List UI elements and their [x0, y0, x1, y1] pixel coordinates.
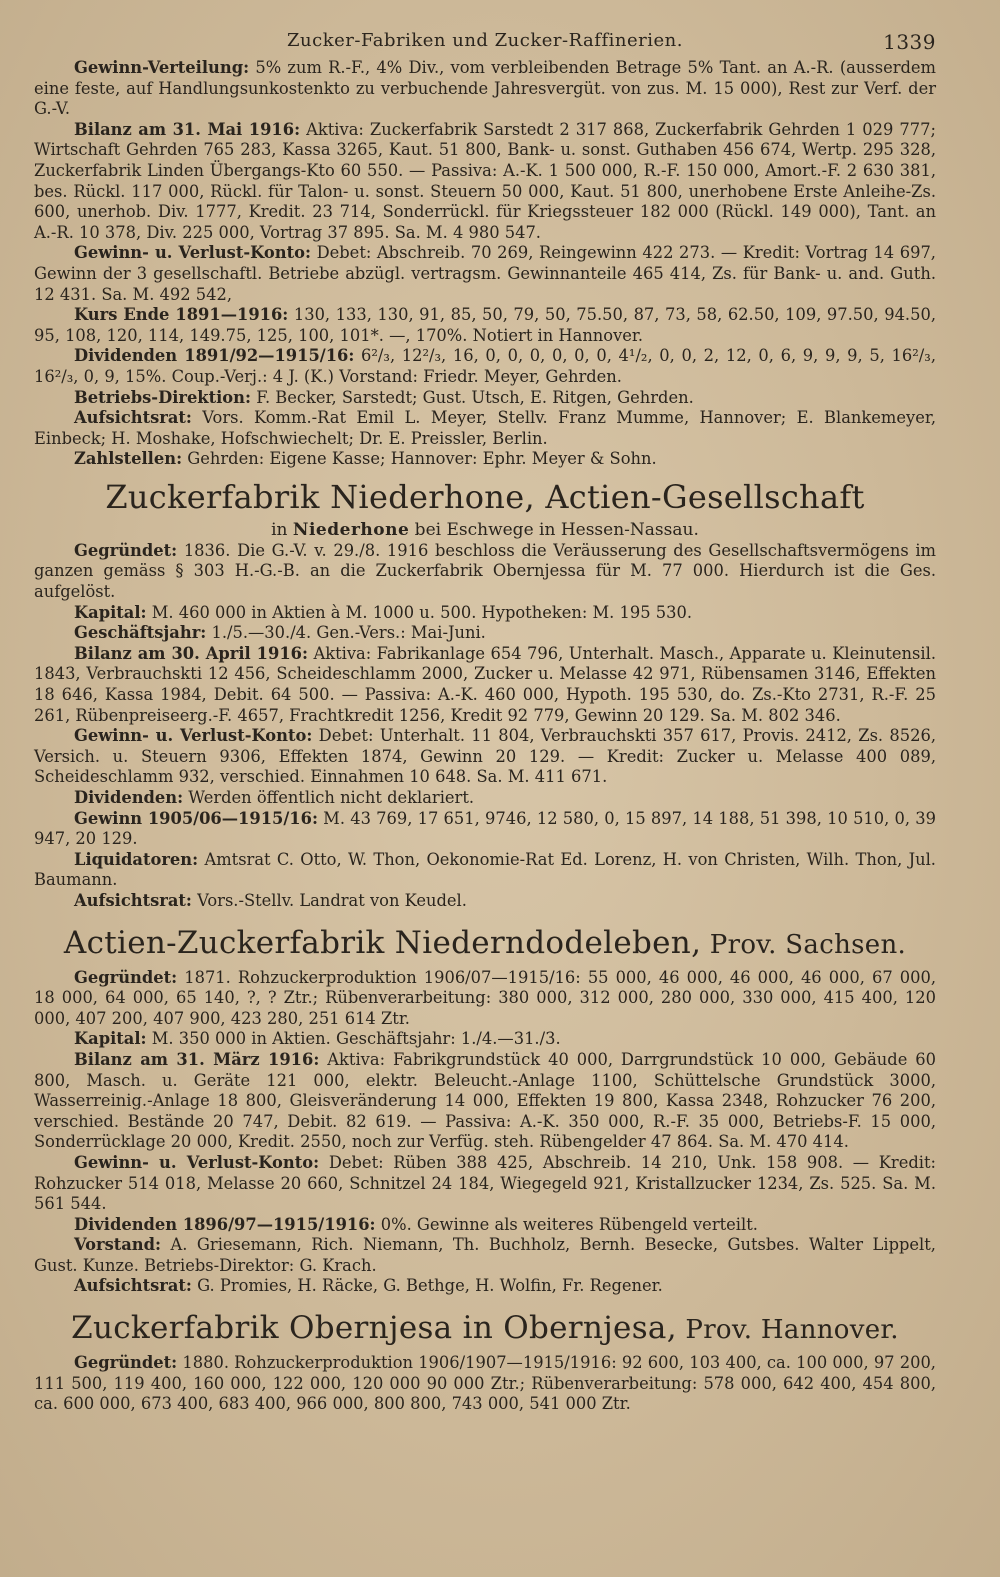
entry-geschaeftsjahr: [34, 623, 936, 644]
entry-text: Debet: Unterhalt. 11 804, Verbrauchskti 357 617, Provis. 2412, Zs. 8526, Versich. u. Steuern 9306, Effekten 1874, Gewinn 20 129. — Kredit: Zucker u. Melasse 400 089, Scheideschlamm 932, verschied. Einnahmen 10 648. Sa. M. 411 671.: [34, 726, 936, 787]
entry-label: Bilanz am 31. Mai 1916:: [74, 119, 301, 139]
entry-gewinn-verlust: [34, 1153, 936, 1215]
entry-text: 1871. Rohzuckerproduktion 1906/07—1915/16: 55 000, 46 000, 46 000, 46 000, 67 000, 18 000, 64 000, 65 140, ?, ? Ztr.; Rübenverarbeitung: 380 000, 312 000, 280 000, 330 000, 415 400, 120 000, 407 200, 407 900, 423 280, 251 614 Ztr.: [34, 967, 936, 1028]
entry-text: Debet: Abschreib. 70 269, Reingewinn 422 273. — Kredit: Vortrag 14 697, Gewinn der 3 gesellschaftl. Betriebe abzügl. vertragsm. Gewinnanteile 465 414, Zs. für Bank- u. and. Guth. 12 431. Sa. M. 492 542,: [34, 243, 936, 304]
entry-gewinn-verlust: [34, 726, 936, 788]
entry-label: Aufsichtsrat:: [74, 890, 192, 910]
entry-text: G. Promies, H. Räcke, G. Bethge, H. Wolfin, Fr. Regener.: [191, 1276, 663, 1296]
page-header: [34, 30, 936, 58]
entry-gegruendet: [34, 968, 936, 1030]
entry-label: Bilanz am 30. April 1916:: [74, 643, 308, 663]
entry-text: Aktiva: Fabrikgrundstück 40 000, Darrgrundstück 10 000, Gebäude 60 800, Masch. u. Geräte 121 000, elektr. Beleucht.-Anlage 1100, Schüttelsche Grundstück 3000, Wasserreinig.-Anlage 18 800, Gleisveränderung 14 000, Effekten 19 800, Kassa 2348, Rohzucker 76 200, verschied. Bestände 20 747, Debit. 82 619. — Passiva: A.-K. 350 000, R.-F. 35 000, Betriebs-F. 15 000, Sonderrücklage 20 000, Kredit. 2550, noch zur Verfüg. steh. Rübengelder 47 864. Sa. M. 470 414.: [34, 1049, 937, 1152]
company-title: [34, 922, 936, 966]
entry-gegruendet: [34, 541, 936, 603]
section-niederndodeleben: [34, 922, 936, 1298]
entry-text: 0%. Gewinne als weiteres Rübengeld verteilt.: [375, 1214, 758, 1234]
entry-label: Gewinn- u. Verlust-Konto:: [74, 726, 313, 746]
entry-label: Gewinn- u. Verlust-Konto:: [74, 243, 311, 263]
entry-label: Dividenden 1896/97—1915/1916:: [74, 1214, 376, 1234]
entry-text: 130, 133, 130, 91, 85, 50, 79, 50, 75.50, 87, 73, 58, 62.50, 109, 97.50, 94.50, 95, 108, 120, 114, 149.75, 125, 100, 101*. —, 170%. Notiert in Hannover.: [34, 305, 937, 345]
entry-text: Aktiva: Fabrikanlage 654 796, Unterhalt. Masch., Apparate u. Kleinutensil. 1843, Verbrauchskti 12 456, Scheideschlamm 2000, Zucker u. Melasse 42 971, Rübensamen 3146, Effekten 18 646, Kassa 1984, Debit. 64 500. — Passiva: A.-K. 460 000, Hypoth. 195 530, do. Zs.-Kto 2731, R.-F. 25 261, Rübenpreiseerg.-F. 4657, Frachtkredit 1256, Kredit 92 779, Gewinn 20 129. Sa. M. 802 346.: [34, 643, 936, 725]
entry-text: Aktiva: Zuckerfabrik Sarstedt 2 317 868, Zuckerfabrik Gehrden 1 029 777; Wirtschaft Gehrden 765 283, Kassa 3265, Kaut. 51 800, Bank- u. sonst. Guthaben 456 674, Wertp. 295 328, Zuckerfabrik Linden Übergangs-Kto 60 550. — Passiva: A.-K. 1 500 000, R.-F. 150 000, Amort.-F. 2 630 381, bes. Rückl. 117 000, Rückl. für Talon- u. sonst. Steuern 50 000, Kaut. 51 800, unerhobene Erste Anleihe-Zs. 600, unerhob. Div. 1777, Kredit. 23 714, Sonderrückl. für Kriegssteuer 182 000 (Rückl. 149 000), Tant. an A.-R. 10 378, Div. 225 000, Vortrag 37 895. Sa. M. 4 980 547.: [34, 119, 936, 242]
entry-bilanz: [34, 120, 936, 244]
entry-label: Gewinn-Verteilung:: [74, 58, 250, 77]
entry-label: Gewinn- u. Verlust-Konto:: [74, 1152, 320, 1172]
title-main: Zuckerfabrik Obernjesa in Obernjesa,: [71, 1310, 677, 1347]
running-head: Zucker-Fabriken und Zucker-Raffinerien.: [287, 30, 683, 51]
entry-label: Bilanz am 31. März 1916:: [74, 1049, 320, 1069]
entry-bilanz: [34, 1050, 936, 1153]
entry-text: Vors.-Stellv. Landrat von Keudel.: [191, 890, 467, 910]
entry-text: F. Becker, Sarstedt; Gust. Utsch, E. Ritgen, Gehrden.: [251, 387, 694, 407]
title-main: Actien-Zuckerfabrik Niederndodeleben,: [63, 924, 702, 961]
entry-vorstand: [34, 1235, 936, 1276]
entry-kapital: [34, 1029, 936, 1050]
entry-betriebs-direktion: [34, 388, 936, 409]
section-niederhone: [34, 476, 936, 912]
company-title: Zuckerfabrik Niederhone, Actien-Gesellschaft: [105, 477, 865, 516]
entry-bilanz: [34, 644, 936, 726]
entry-label: Gegründet:: [74, 540, 178, 560]
entry-text: 1./5.—30./4. Gen.-Vers.: Mai-Juni.: [206, 623, 486, 643]
entry-text: Gehrden: Eigene Kasse; Hannover: Ephr. Meyer & Sohn.: [182, 449, 657, 469]
company-subtitle: [34, 520, 936, 541]
entry-text: Debet: Rüben 388 425, Abschreib. 14 210, Unk. 158 908. — Kredit: Rohzucker 514 018, Melasse 20 660, Schnitzel 24 184, Wiegegeld 921, Kristallzucker 1234, Zs. 525. Sa. M. 561 544.: [34, 1152, 936, 1214]
entry-label: Dividenden:: [74, 788, 184, 807]
entry-label: Aufsichtsrat:: [74, 408, 192, 428]
entry-aufsichtsrat: [34, 891, 936, 912]
entry-label: Zahlstellen:: [74, 449, 183, 469]
entry-label: Vorstand:: [74, 1235, 162, 1255]
section-obernjesa: [34, 1307, 936, 1415]
entry-text: Werden öffentlich nicht deklariert.: [183, 788, 475, 807]
entry-label: Kurs Ende 1891—1916:: [74, 305, 289, 325]
entry-text: 1880. Rohzuckerproduktion 1906/1907—1915/1916: 92 600, 103 400, ca. 100 000, 97 200, 111 500, 119 400, 160 000, 122 000, 120 000 90 000 Ztr.; Rübenverarbeitung: 578 000, 642 400, 454 800, ca. 600 000, 673 400, 683 400, 966 000, 800 800, 743 000, 541 000 Ztr.: [34, 1353, 936, 1414]
entry-text: A. Griesemann, Rich. Niemann, Th. Buchholz, Bernh. Besecke, Gutsbes. Walter Lippelt, Gust. Kunze. Betriebs-Direktor: G. Krach.: [34, 1235, 936, 1275]
entry-liquidatoren: [34, 850, 936, 891]
entry-text: 1836. Die G.-V. v. 29./8. 1916 beschloss die Veräusserung des Gesellschaftsvermögens im ganzen gemäss § 303 H.-G.-B. an die Zuckerfabrik Obernjessa für M. 77 000. Hierdurch ist die Ges. aufgelöst.: [34, 540, 936, 602]
title-suffix: Prov. Sachsen.: [701, 929, 907, 960]
entry-label: Gewinn 1905/06—1915/16:: [74, 808, 318, 828]
section-continuation: [34, 58, 936, 470]
entry-aufsichtsrat: [34, 408, 936, 449]
entry-label: Dividenden 1891/92—1915/16:: [74, 346, 355, 366]
entry-label: Betriebs-Direktion:: [74, 387, 252, 407]
entry-dividenden: [34, 1215, 936, 1236]
entry-text: M. 43 769, 17 651, 9746, 12 580, 0, 15 897, 14 188, 51 398, 10 510, 0, 39 947, 20 129.: [34, 808, 936, 849]
entry-dividenden: [34, 346, 936, 387]
entry-gewinn-verteilung: [34, 58, 936, 120]
entry-text: 5% zum R.-F., 4% Div., vom verbleibenden Betrage 5% Tant. an A.-R. (ausserdem eine feste, auf Handlungsunkostenkto zu verbuchende Jahresvergüt. von zus. M. 15 000), Rest zur Verf. der G.-V.: [34, 58, 936, 119]
entry-kurs: [34, 305, 936, 346]
entry-gegruendet: [34, 1353, 936, 1415]
entry-text: Amtsrat C. Otto, W. Thon, Oekonomie-Rat Ed. Lorenz, H. von Christen, Wilh. Thon, Jul. Baumann.: [34, 849, 936, 890]
entry-label: Geschäftsjahr:: [74, 623, 207, 643]
entry-label: Gegründet:: [74, 1353, 178, 1373]
entry-label: Kapital:: [74, 602, 147, 622]
entry-zahlstellen: [34, 449, 936, 470]
entry-label: Liquidatoren:: [74, 849, 199, 869]
entry-gewinn: [34, 809, 936, 850]
entry-label: Kapital:: [74, 1029, 147, 1049]
subtitle-post: bei Eschwege in Hessen-Nassau.: [409, 519, 699, 540]
entry-gewinn-verlust: [34, 243, 936, 305]
subtitle-place: Niederhone: [292, 519, 410, 540]
entry-text: 6²/₃, 12²/₃, 16, 0, 0, 0, 0, 0, 0, 4¹/₂, 0, 0, 2, 12, 0, 6, 9, 9, 9, 5, 16²/₃, 16²/₃, 0, 9, 15%. Coup.-Verj.: 4 J. (K.) Vorstand: Friedr. Meyer, Gehrden.: [34, 346, 936, 386]
entry-dividenden: [34, 788, 936, 809]
entry-text: Vors. Komm.-Rat Emil L. Meyer, Stellv. Franz Mumme, Hannover; E. Blankemeyer, Einbeck; H. Moshake, Hofschwiechelt; Dr. E. Preissler, Berlin.: [34, 408, 936, 448]
entry-aufsichtsrat: [34, 1276, 936, 1297]
entry-text: M. 460 000 in Aktien à M. 1000 u. 500. Hypotheken: M. 195 530.: [146, 602, 693, 622]
company-title: [34, 1307, 936, 1351]
entry-kapital: [34, 603, 936, 624]
entry-text: M. 350 000 in Aktien. Geschäftsjahr: 1./4.—31./3.: [146, 1029, 561, 1049]
subtitle-pre: in: [271, 519, 293, 540]
title-suffix: Prov. Hannover.: [676, 1315, 899, 1346]
entry-label: Aufsichtsrat:: [74, 1276, 192, 1296]
page-number: 1339: [883, 30, 936, 54]
entry-label: Gegründet:: [74, 967, 178, 987]
